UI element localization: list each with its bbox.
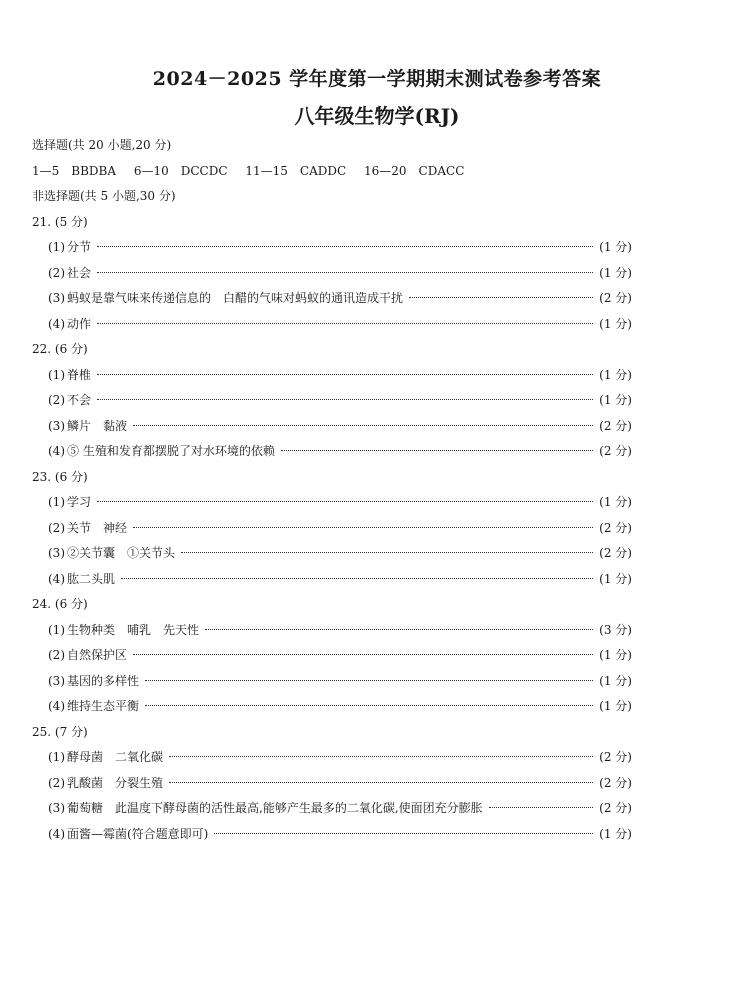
answer-text: 酵母菌 二氧化碳 [67,750,164,764]
answer-row [32,414,632,440]
answer-text: 脊椎 [67,367,92,382]
answer-score: (1 分) [599,571,632,586]
dot-leader [97,323,593,324]
dot-leader [97,374,593,375]
answer-score: (2 分) [599,520,632,535]
answer-text: 分节 [67,240,92,254]
answer-row [32,286,632,312]
dot-leader [97,272,593,273]
answer-row [32,745,632,771]
answer-number: (1) [48,240,65,254]
answer-score: (2 分) [599,801,632,815]
answer-number: (1) [48,495,65,509]
dot-leader [97,399,593,400]
answer-number: (4) [48,826,65,841]
answer-row [32,618,632,644]
answer-text: 葡萄糖 此温度下酵母菌的活性最高,能够产生最多的二氧化碳,使面团充分膨胀 [67,801,483,815]
answer-text: 社会 [67,265,92,280]
dot-leader [133,425,593,426]
answer-text: 鳞片 黏液 [67,418,128,433]
answer-number: (2) [48,775,65,790]
answer-text: 关节 神经 [67,520,128,535]
answer-number: (3) [48,673,65,688]
answer-number: (2) [48,648,65,662]
answer-number: (3) [48,418,65,433]
answer-score: (3 分) [599,622,632,637]
answer-score: (1 分) [599,240,632,254]
question-header: 24. (6 分) [32,597,88,611]
answer-row [32,490,632,516]
answer-row [32,796,632,822]
answer-number: (4) [48,316,65,331]
answer-number: (2) [48,393,65,407]
answer-row [32,771,632,797]
answer-row [32,567,632,593]
answer-score: (2 分) [599,418,632,433]
answer-text: 动作 [67,316,92,331]
choice-section-header: 选择题(共 20 小题,20 分) [32,138,172,152]
answer-row [32,363,632,389]
dot-leader [169,782,593,783]
answer-number: (3) [48,546,65,560]
answer-number: (1) [48,367,65,382]
answer-score: (1 分) [599,648,632,662]
answer-score: (2 分) [599,444,632,458]
dot-leader [205,629,593,630]
dot-leader [214,833,593,834]
answer-number: (3) [48,801,65,815]
choice-answer-group: 6—10 DCCDC [133,163,228,178]
answer-content [32,133,632,847]
dot-leader [133,527,593,528]
answer-number: (1) [48,750,65,764]
answer-text: 学习 [67,495,92,509]
answer-text: 面酱—霉菌(符合题意即可) [67,826,209,841]
choice-answer-group: 16—20 CDACC [364,163,465,178]
answer-row [32,694,632,720]
answer-text: 蚂蚁是靠气味来传递信息的 白醋的气味对蚂蚁的通讯造成干扰 [67,291,404,305]
answer-text: 自然保护区 [67,648,128,662]
answer-row [32,439,632,465]
dot-leader [281,450,593,451]
answer-text: 生物种类 哺乳 先天性 [67,622,200,637]
answer-row [32,235,632,261]
question-header: 21. (5 分) [32,214,88,229]
answer-row [32,312,632,338]
dot-leader [145,680,593,681]
answer-text: ⑤ 生殖和发育都摆脱了对水环境的依赖 [67,444,275,458]
dot-leader [97,246,593,247]
answer-number: (4) [48,571,65,586]
answer-text: ②关节囊 ①关节头 [67,546,176,560]
choice-answer-group: 1—5 BBDBA [32,163,117,178]
answer-number: (4) [48,444,65,458]
answer-number: (4) [48,699,65,713]
dot-leader [169,756,593,757]
answer-number: (1) [48,622,65,637]
answer-score: (1 分) [599,393,632,407]
document-subtitle: 八年级生物学(RJ) [294,104,460,128]
question-header: 23. (6 分) [32,469,88,484]
answer-score: (1 分) [599,699,632,713]
answer-row [32,669,632,695]
dot-leader [121,578,593,579]
dot-leader [97,501,593,502]
answer-row [32,388,632,414]
answer-row [32,643,632,669]
answer-row [32,261,632,287]
answer-number: (3) [48,291,65,305]
choice-answers-row [32,159,632,185]
question-header: 25. (7 分) [32,724,88,739]
dot-leader [489,807,594,808]
answer-score: (1 分) [599,316,632,331]
answer-score: (2 分) [599,750,632,764]
choice-answer-group: 11—15 CADDC [245,163,347,178]
answer-text: 基因的多样性 [67,673,140,688]
answer-number: (2) [48,520,65,535]
non-choice-section-header: 非选择题(共 5 小题,30 分) [32,189,176,203]
answer-score: (2 分) [599,546,632,560]
answer-score: (1 分) [599,495,632,509]
document-title: 2024－2025 学年度第一学期期末测试卷参考答案 [152,68,602,90]
answer-text: 维持生态平衡 [67,699,140,713]
answer-score: (1 分) [599,265,632,280]
question-header: 22. (6 分) [32,342,88,356]
answer-text: 肱二头肌 [67,571,116,586]
dot-leader [145,705,593,706]
answer-score: (2 分) [599,775,632,790]
answer-row [32,516,632,542]
answer-text: 不会 [67,393,92,407]
answer-score: (1 分) [599,826,632,841]
answer-text: 乳酸菌 分裂生殖 [67,775,164,790]
answer-score: (1 分) [599,367,632,382]
answer-row [32,822,632,848]
answer-number: (2) [48,265,65,280]
answer-score: (1 分) [599,673,632,688]
answer-score: (2 分) [599,291,632,305]
dot-leader [409,297,593,298]
dot-leader [133,654,593,655]
dot-leader [181,552,593,553]
answer-row [32,541,632,567]
